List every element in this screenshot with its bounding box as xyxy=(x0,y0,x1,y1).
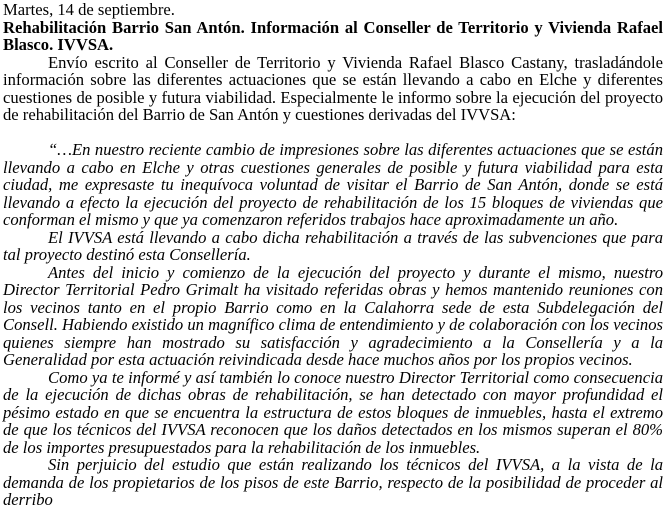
document-date: Martes, 14 de septiembre. xyxy=(3,0,175,19)
quote-paragraph: Sin perjuicio del estudio que están realizando los técnicos del IVVSA, a la vista de la demanda de los propietarios de los pisos de este Barrio, respecto de la posibilidad de proceder al derribo xyxy=(3,455,663,509)
document-body xyxy=(3,1,663,509)
quote-paragraph: Como ya te informé y así también lo conoce nuestro Director Territorial como consecuencia de la ejecución de dichas obras de rehabilitación, se han detectado con mayor profundidad el pésimo estado en que se encuentra la estructura de estos bloques de inmuebles, hasta el extremo de que los técnicos del IVVSA reconocen que los daños detectados en los mismos superan el 80% de los importes presupuestados para la rehabilitación de los inmuebles. xyxy=(3,367,663,457)
intro-paragraph: Envío escrito al Conseller de Territorio y Vivienda Rafael Blasco Castany, trasladándole información sobre las diferentes actuaciones que se están llevando a cabo en Elche y diferentes cuestiones de posible y futura viabilidad. Especialmente le informo sobre la ejecución del proyecto de rehabilitación del Barrio de San Antón y cuestiones derivadas del IVVSA: xyxy=(3,52,663,124)
quote-paragraph: El IVVSA está llevando a cabo dicha rehabilitación a través de las subvenciones que para tal proyecto destinó esta Consellería. xyxy=(3,227,663,264)
quote-paragraph: Antes del inicio y comienzo de la ejecución del proyecto y durante el mismo, nuestro Director Territorial Pedro Grimalt ha visitado referidas obras y hemos mantenido reuniones con los vecinos tanto en el propio Barrio como en la Calahorra sede de esta Subdelegación del Consell. Habiendo existido un magnífico clima de entendimiento y de colaboración con los vecinos quienes siempre han mostrado su satisfacción y agradecimiento a la Consellería y a la Generalidad por esta actuación reivindicada desde hace muchos años por los propios vecinos. xyxy=(3,262,663,369)
paragraph-spacer xyxy=(3,124,663,142)
quote-paragraph: “…En nuestro reciente cambio de impresiones sobre las diferentes actuaciones que se están llevando a cabo en Elche y otras cuestiones generales de posible y futura viabilidad para esta ciudad, me expresaste tu inequívoca voluntad de visitar el Barrio de San Antón, donde se está llevando a efecto la ejecución del proyecto de rehabilitación de los 15 bloques de viviendas que conforman el mismo y que ya comenzaron referidos trabajos hace aproximadamente un año. xyxy=(3,140,663,229)
quoted-letter xyxy=(3,141,663,509)
document-heading: Rehabilitación Barrio San Antón. Información al Conseller de Territorio y Vivienda Rafael Blasco. IVVSA. xyxy=(3,17,663,54)
